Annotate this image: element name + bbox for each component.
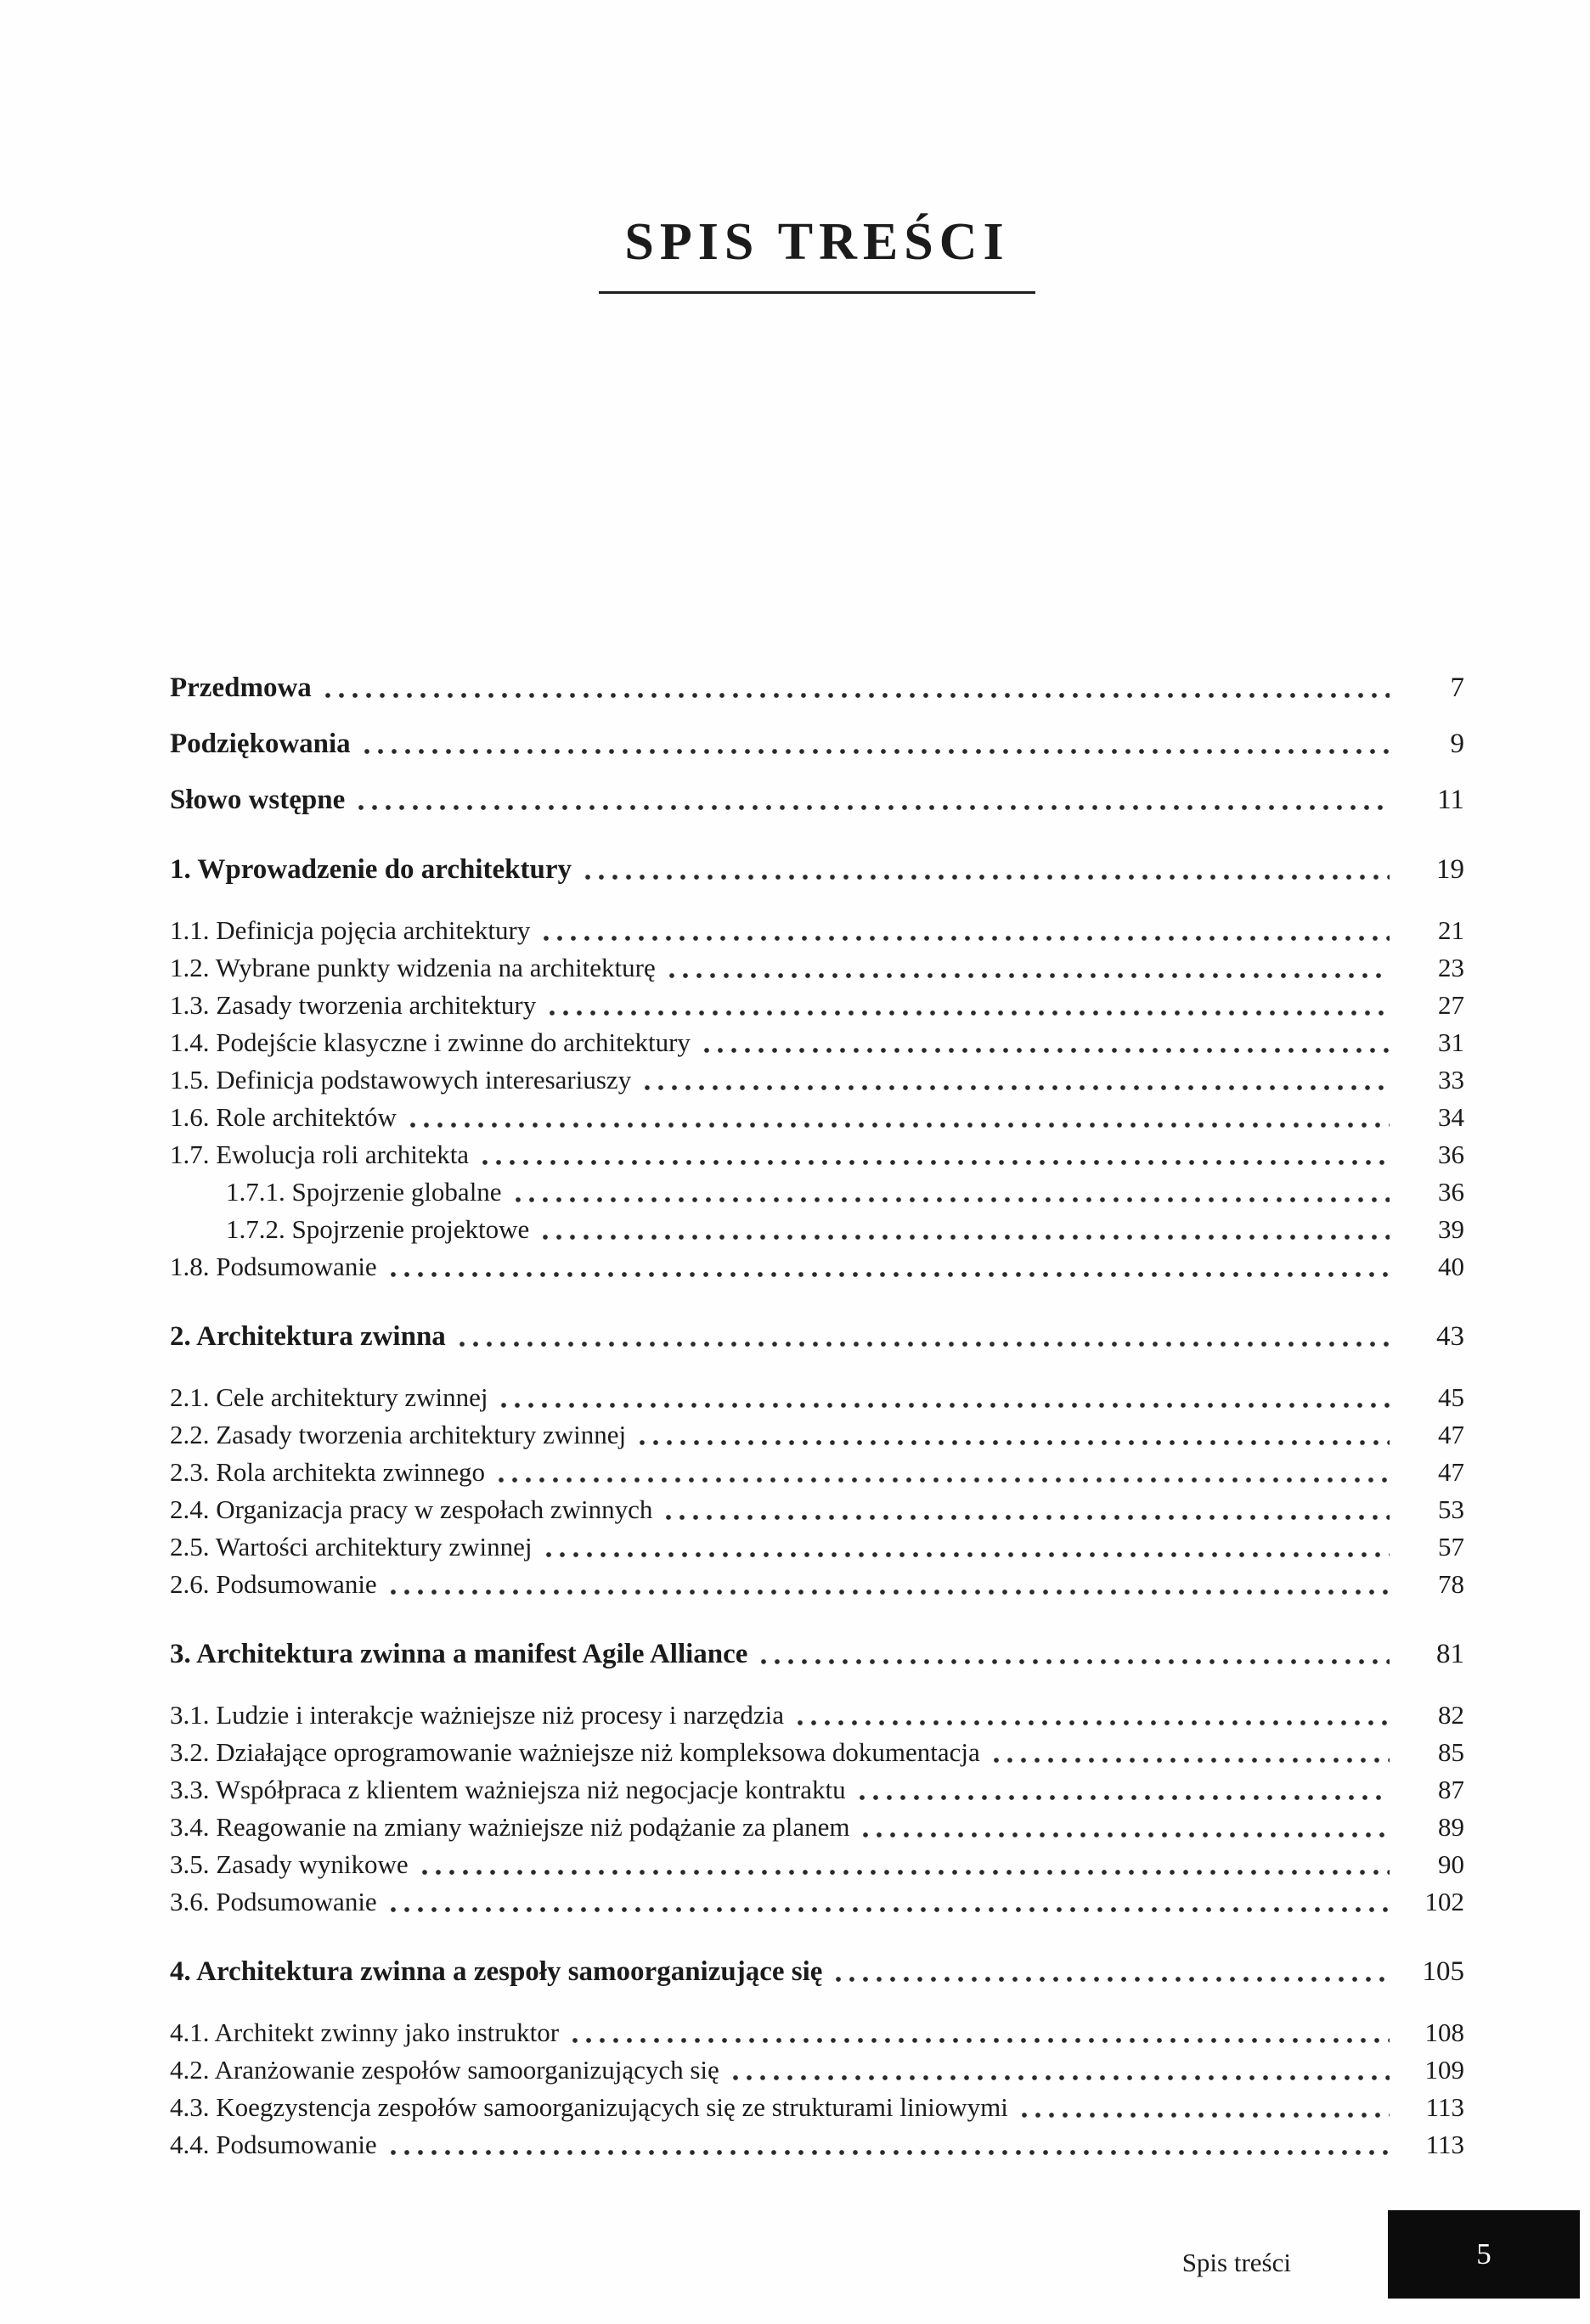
entry-page-number: 82 <box>1438 1700 1464 1730</box>
dot-leader <box>422 1865 1390 1876</box>
entry-page-number: 85 <box>1438 1737 1464 1767</box>
toc-entry <box>170 2124 1464 2162</box>
footer-page-box <box>1388 2210 1580 2299</box>
entry-label: 2.3. Rola architekta zwinnego <box>170 1457 486 1487</box>
dot-leader <box>761 1655 1390 1665</box>
entry-page-number: 9 <box>1450 729 1464 759</box>
entry-label: 1.7. Ewolucja roli architekta <box>170 1139 470 1169</box>
entry-label: 1.6. Role architektów <box>170 1102 397 1132</box>
entry-page-number: 45 <box>1438 1382 1464 1412</box>
dot-leader <box>364 745 1390 755</box>
footer-section-label: Spis treści <box>1181 2248 1291 2277</box>
entry-page-number: 109 <box>1424 2055 1464 2085</box>
dot-leader <box>544 931 1390 942</box>
dot-leader <box>669 969 1390 979</box>
toc-entry <box>170 1246 1464 1284</box>
title-section <box>170 0 1464 294</box>
entry-page-number: 90 <box>1438 1849 1464 1879</box>
entry-page-number: 53 <box>1438 1494 1464 1524</box>
toc-chapter <box>170 1632 1464 1919</box>
entry-label: Słowo wstępne <box>170 785 346 815</box>
toc-entry <box>170 2050 1464 2087</box>
dot-leader <box>482 1156 1390 1166</box>
dot-leader <box>863 1828 1390 1838</box>
dot-leader <box>410 1118 1390 1128</box>
entry-page-number: 33 <box>1438 1065 1464 1094</box>
toc-entry <box>170 1209 1464 1246</box>
entry-page-number: 87 <box>1438 1775 1464 1804</box>
entry-label: 1.2. Wybrane punkty widzenia na architekturę <box>170 953 656 982</box>
entry-label: 2.1. Cele architektury zwinnej <box>170 1382 488 1412</box>
toc-entry <box>170 1060 1464 1097</box>
entry-page-number: 7 <box>1450 672 1464 703</box>
entry-page-number: 113 <box>1425 2130 1464 2159</box>
toc-entry <box>170 1527 1464 1564</box>
entry-page-number: 39 <box>1438 1214 1464 1244</box>
entry-label: Podziękowania <box>170 729 351 759</box>
toc-list <box>170 847 1464 2162</box>
toc-chapter <box>170 1950 1464 2162</box>
toc-entry <box>170 1770 1464 1807</box>
entry-label: 1.4. Podejście klasyczne i zwinne do architektury <box>170 1027 691 1057</box>
entry-page-number: 40 <box>1438 1252 1464 1281</box>
dot-leader <box>391 1268 1390 1278</box>
chapter-header <box>170 1632 1464 1671</box>
entry-label: 3.1. Ludzie i interakcje ważniejsze niż procesy i narzędzia <box>170 1700 784 1730</box>
toc-entry <box>170 948 1464 985</box>
dot-leader <box>391 2146 1390 2156</box>
dot-leader <box>546 1548 1390 1558</box>
dot-leader <box>543 1230 1390 1241</box>
entry-page-number: 78 <box>1438 1569 1464 1599</box>
entry-label: 4. Architektura zwinna a zespoły samoorganizujące się <box>170 1956 823 1987</box>
toc-entry <box>170 1022 1464 1060</box>
dot-leader <box>836 1972 1390 1983</box>
entry-page-number: 11 <box>1437 785 1464 815</box>
entry-label: 2.2. Zasady tworzenia architektury zwinnej <box>170 1420 627 1449</box>
entry-page-number: 81 <box>1436 1639 1464 1669</box>
dot-leader <box>391 1903 1390 1913</box>
dot-leader <box>1022 2108 1390 2119</box>
entry-label: 1.5. Definicja podstawowych interesariuszy <box>170 1065 632 1094</box>
entry-page-number: 21 <box>1438 915 1464 945</box>
entry-page-number: 89 <box>1438 1812 1464 1842</box>
entry-label: 1. Wprowadzenie do architektury <box>170 854 572 885</box>
entry-label: 3.4. Reagowanie na zmiany ważniejsze niż podążanie za planem <box>170 1812 850 1842</box>
front-matter-entry <box>170 761 1464 817</box>
dot-leader <box>640 1436 1390 1446</box>
entry-page-number: 23 <box>1438 953 1464 982</box>
entry-label: 3.6. Podsumowanie <box>170 1887 377 1916</box>
toc-entry <box>170 1172 1464 1209</box>
dot-leader <box>550 1006 1390 1016</box>
entry-label: 1.8. Podsumowanie <box>170 1252 377 1281</box>
dot-leader <box>325 689 1390 699</box>
dot-leader <box>860 1791 1390 1801</box>
entry-label: 2. Architektura zwinna <box>170 1321 446 1352</box>
entry-page-number: 57 <box>1438 1532 1464 1562</box>
entry-label: 3. Architektura zwinna a manifest Agile Alliance <box>170 1639 748 1669</box>
footer-page-number: 5 <box>1476 2237 1491 2271</box>
entry-page-number: 47 <box>1438 1420 1464 1449</box>
chapter-header <box>170 847 1464 886</box>
toc-entry <box>170 2087 1464 2124</box>
toc-entry <box>170 1097 1464 1134</box>
entry-page-number: 31 <box>1438 1027 1464 1057</box>
entry-label: 2.6. Podsumowanie <box>170 1569 377 1599</box>
toc-entry <box>170 1732 1464 1770</box>
dot-leader <box>733 2071 1390 2081</box>
toc-entry <box>170 985 1464 1022</box>
dot-leader <box>994 1753 1390 1764</box>
chapter-header <box>170 1314 1464 1353</box>
toc-entry <box>170 1882 1464 1919</box>
entry-page-number: 108 <box>1424 2017 1464 2047</box>
toc-entry <box>170 910 1464 948</box>
page-title: SPIS TREŚCI <box>599 212 1035 294</box>
dot-leader <box>460 1337 1390 1348</box>
dot-leader <box>798 1716 1390 1726</box>
dot-leader <box>666 1511 1390 1521</box>
entry-page-number: 102 <box>1424 1887 1464 1916</box>
toc-entry <box>170 1377 1464 1415</box>
entry-label: 1.7.1. Spojrzenie globalne <box>226 1177 502 1207</box>
entry-page-number: 19 <box>1436 854 1464 885</box>
entry-page-number: 36 <box>1438 1139 1464 1169</box>
entry-label: 2.5. Wartości architektury zwinnej <box>170 1532 533 1562</box>
entry-label: 4.3. Koegzystencja zespołów samoorganizujących się ze strukturami liniowymi <box>170 2092 1008 2122</box>
toc-chapter <box>170 847 1464 1284</box>
entry-page-number: 36 <box>1438 1177 1464 1207</box>
front-matter-entry <box>170 649 1464 705</box>
dot-leader <box>645 1081 1390 1091</box>
entry-page-number: 43 <box>1436 1321 1464 1352</box>
entry-label: 4.1. Architekt zwinny jako instruktor <box>170 2017 560 2047</box>
entry-label: 1.7.2. Spojrzenie projektowe <box>226 1214 530 1244</box>
front-matter-list <box>170 649 1464 817</box>
toc-entry <box>170 1564 1464 1601</box>
dot-leader <box>391 1585 1390 1595</box>
entry-page-number: 27 <box>1438 990 1464 1020</box>
entry-label: 1.3. Zasady tworzenia architektury <box>170 990 537 1020</box>
front-matter-entry <box>170 705 1464 761</box>
dot-leader <box>572 2034 1390 2044</box>
entry-label: 3.2. Działające oprogramowanie ważniejsze niż kompleksowa dokumentacja <box>170 1737 980 1767</box>
toc-entry <box>170 1452 1464 1489</box>
toc-entry <box>170 2012 1464 2050</box>
entry-label: 3.3. Współpraca z klientem ważniejsza niż negocjacje kontraktu <box>170 1775 846 1804</box>
entry-page-number: 47 <box>1438 1457 1464 1487</box>
entry-page-number: 34 <box>1438 1102 1464 1132</box>
entry-label: 2.4. Organizacja pracy w zespołach zwinnych <box>170 1494 653 1524</box>
entry-label: 1.1. Definicja pojęcia architektury <box>170 915 531 945</box>
entry-label: 4.2. Aranżowanie zespołów samoorganizujących się <box>170 2055 719 2085</box>
toc-entry <box>170 1415 1464 1452</box>
entry-page-number: 113 <box>1425 2092 1464 2122</box>
toc-chapter <box>170 1314 1464 1601</box>
dot-leader <box>585 870 1390 881</box>
entry-page-number: 105 <box>1422 1956 1464 1987</box>
toc-entry <box>170 1489 1464 1527</box>
entry-label: 4.4. Podsumowanie <box>170 2130 377 2159</box>
dot-leader <box>501 1398 1390 1409</box>
toc-entry <box>170 1134 1464 1172</box>
dot-leader <box>358 801 1390 811</box>
toc-entry <box>170 1844 1464 1882</box>
toc-entry <box>170 1807 1464 1844</box>
entry-label: 3.5. Zasady wynikowe <box>170 1849 409 1879</box>
dot-leader <box>499 1473 1390 1483</box>
dot-leader <box>704 1044 1390 1054</box>
entry-label: Przedmowa <box>170 672 312 703</box>
chapter-header <box>170 1950 1464 1989</box>
dot-leader <box>516 1193 1390 1203</box>
toc-entry <box>170 1695 1464 1732</box>
